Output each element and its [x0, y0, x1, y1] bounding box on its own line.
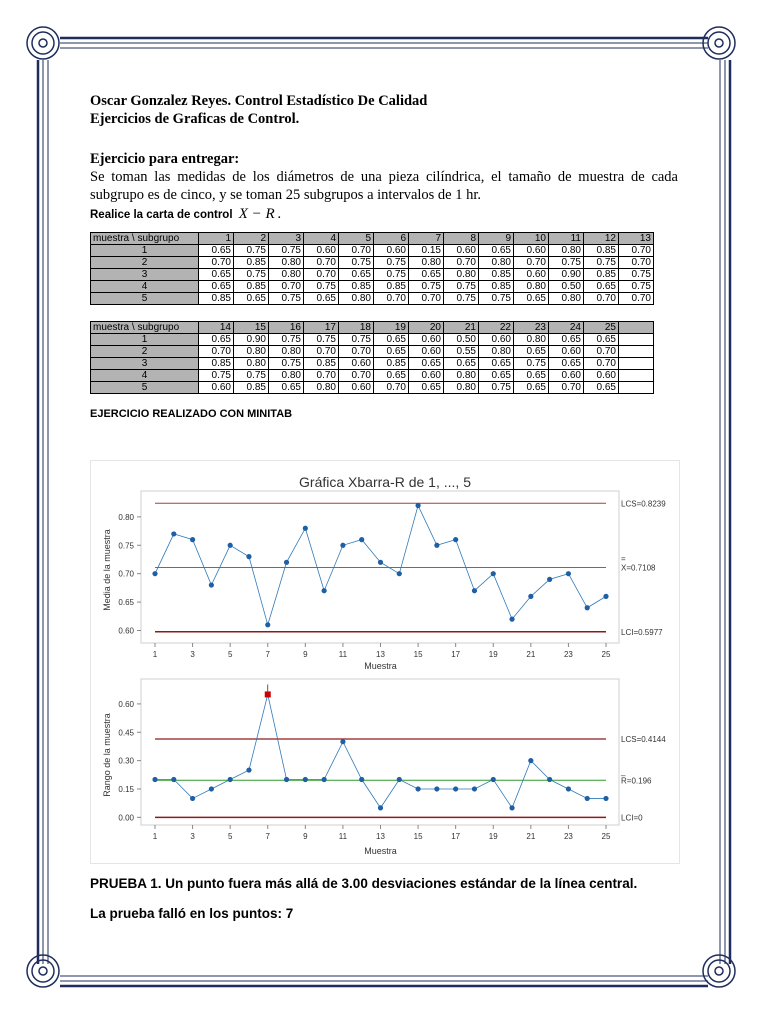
range-point	[585, 796, 590, 801]
table-col-header: 14	[199, 322, 234, 334]
range-x-axis-label: Muestra	[364, 846, 397, 856]
xbar-y-tick-label: 0.75	[118, 541, 134, 551]
table-col-header: 11	[549, 233, 584, 245]
table-cell: 0.85	[374, 281, 409, 293]
chart-title: Gráfica Xbarra-R de 1, ..., 5	[299, 474, 471, 490]
xbar-point	[378, 560, 383, 565]
table-cell: 0.60	[514, 245, 549, 257]
range-point	[228, 777, 233, 782]
table-cell: 0.60	[199, 382, 234, 394]
table-col-header: 20	[409, 322, 444, 334]
table-cell: 0.60	[304, 245, 339, 257]
doc-title-line2: Ejercicios de Graficas de Control.	[90, 111, 300, 127]
table-row	[91, 269, 654, 281]
table-cell: 0.75	[514, 358, 549, 370]
xbar-x-tick-label: 7	[265, 650, 270, 659]
table-cell: 0.70	[619, 293, 654, 305]
xbar-point	[528, 594, 533, 599]
table-cell: 0.60	[409, 346, 444, 358]
table-cell: 0.75	[444, 293, 479, 305]
range-point	[509, 805, 514, 810]
range-y-tick-label: 0.00	[118, 813, 134, 823]
table-cell: 0.85	[339, 281, 374, 293]
table-col-header: 10	[514, 233, 549, 245]
range-y-tick-label: 0.30	[118, 756, 134, 766]
table-cell: 0.70	[199, 346, 234, 358]
table-cell: 0.80	[269, 269, 304, 281]
row-label: 1	[91, 334, 199, 346]
table-cell: 0.70	[584, 358, 619, 370]
range-x-tick-label: 9	[303, 832, 308, 841]
table-cell: 0.65	[444, 358, 479, 370]
range-center-label: R=0.196	[621, 776, 652, 786]
table-cell: 0.70	[304, 257, 339, 269]
range-x-tick-label: 1	[152, 832, 158, 841]
document-body	[90, 92, 678, 420]
table-cell: 0.80	[444, 269, 479, 281]
table-cell: 0.65	[514, 382, 549, 394]
table-cell: 0.85	[584, 245, 619, 257]
range-point	[378, 805, 383, 810]
table-cell: 0.70	[619, 245, 654, 257]
row-label: 4	[91, 370, 199, 382]
table-col-header: 24	[549, 322, 584, 334]
xbar-point	[453, 537, 458, 542]
range-y-axis-label: Rango de la muestra	[102, 713, 112, 797]
table-cell: 0.65	[479, 358, 514, 370]
table-cell: 0.70	[339, 346, 374, 358]
row-label: 2	[91, 346, 199, 358]
table-cell: 0.65	[584, 334, 619, 346]
table-row	[91, 334, 654, 346]
range-point	[491, 777, 496, 782]
range-x-tick-label: 11	[338, 832, 348, 841]
table-cell: 0.75	[234, 269, 269, 281]
table-cell: 0.85	[479, 269, 514, 281]
table-cell: 0.75	[304, 334, 339, 346]
range-plot-area	[141, 679, 619, 825]
table-cell: 0.65	[514, 346, 549, 358]
data-table-2	[90, 321, 654, 394]
range-point	[547, 777, 552, 782]
row-label: 3	[91, 269, 199, 281]
xbar-x-tick-label: 15	[413, 650, 423, 659]
table-cell: 0.75	[584, 257, 619, 269]
table-cell: 0.50	[444, 334, 479, 346]
table-cell: 0.75	[339, 334, 374, 346]
range-x-tick-label: 7	[265, 832, 270, 841]
table-cell: 0.65	[584, 281, 619, 293]
row-label: 5	[91, 382, 199, 394]
table-header-row	[91, 322, 654, 334]
xbar-x-tick-label: 1	[152, 650, 158, 659]
table-cell: 0.60	[339, 358, 374, 370]
table-cell: 0.65	[269, 382, 304, 394]
table-cell: 0.60	[409, 334, 444, 346]
table-cell: 0.60	[339, 382, 374, 394]
table-cell: 0.75	[234, 370, 269, 382]
table-cell: 0.75	[304, 281, 339, 293]
table-cell: 0.80	[514, 334, 549, 346]
xbar-x-tick-label: 3	[190, 650, 195, 659]
table-cell: 0.85	[234, 382, 269, 394]
table-cell: 0.70	[374, 293, 409, 305]
xbar-point	[509, 617, 514, 622]
table-cell: 0.80	[339, 293, 374, 305]
range-y-tick-label: 0.15	[118, 784, 134, 794]
table-cell: 0.60	[514, 269, 549, 281]
table-header-row	[91, 233, 654, 245]
table-cell: 0.60	[479, 334, 514, 346]
table-cell: 0.85	[199, 358, 234, 370]
table-cell: 0.70	[514, 257, 549, 269]
table-row	[91, 245, 654, 257]
table-cell: 0.75	[374, 269, 409, 281]
table-cell: 0.80	[269, 346, 304, 358]
table-cell: 0.65	[514, 370, 549, 382]
table-cell: 0.60	[374, 245, 409, 257]
xbar-plot-area	[141, 491, 619, 643]
xbar-r-chart-panel	[90, 460, 680, 864]
xbar-point	[397, 571, 402, 576]
table-cell: 0.75	[269, 358, 304, 370]
instruction-text: Realice la carta de control	[90, 209, 233, 221]
table-cell: 0.60	[444, 245, 479, 257]
table-cell: 0.80	[304, 382, 339, 394]
table-cell: 0.70	[584, 346, 619, 358]
section-title: EJERCICIO REALIZADO CON MINITAB	[90, 408, 293, 420]
xbar-point	[415, 503, 420, 508]
table-cell: 0.75	[479, 382, 514, 394]
table-cell: 0.80	[479, 257, 514, 269]
table-col-header: 9	[479, 233, 514, 245]
range-x-tick-label: 19	[488, 832, 498, 841]
range-point	[171, 777, 176, 782]
table-cell: 0.65	[339, 269, 374, 281]
table-col-header: 1	[199, 233, 234, 245]
table-cell: 0.65	[479, 245, 514, 257]
table-cell	[619, 334, 654, 346]
table-cell: 0.75	[374, 257, 409, 269]
table-cell: 0.60	[409, 370, 444, 382]
table-col-header: 7	[409, 233, 444, 245]
xbar-x-tick-label: 9	[303, 650, 308, 659]
table-cell: 0.80	[444, 382, 479, 394]
table-cell: 0.75	[549, 257, 584, 269]
exercise-heading: Ejercicio para entregar:	[90, 151, 240, 167]
table-cell: 0.65	[199, 245, 234, 257]
xbar-x-tick-label: 21	[526, 650, 536, 659]
xbar-y-tick-label: 0.70	[118, 569, 134, 579]
table-cell: 0.60	[549, 346, 584, 358]
xbar-lcl-label: LCI=0.5977	[621, 627, 663, 637]
table-cell: 0.85	[584, 269, 619, 281]
table-cell: 0.65	[234, 293, 269, 305]
xbar-x-tick-label: 11	[338, 650, 348, 659]
table-col-header: 21	[444, 322, 479, 334]
table-cell: 0.85	[234, 257, 269, 269]
table-col-header: 25	[584, 322, 619, 334]
row-label: 4	[91, 281, 199, 293]
table-cell: 0.70	[199, 257, 234, 269]
table-cell: 0.80	[234, 346, 269, 358]
table-cell: 0.75	[479, 293, 514, 305]
range-x-tick-label: 15	[413, 832, 423, 841]
row-label: 1	[91, 245, 199, 257]
table-cell: 0.65	[199, 269, 234, 281]
table-cell: 0.65	[199, 281, 234, 293]
table-cell: 0.70	[409, 293, 444, 305]
xbar-x-tick-label: 25	[601, 650, 611, 659]
table-row	[91, 370, 654, 382]
table-cell: 0.65	[549, 358, 584, 370]
xbar-x-tick-label: 23	[563, 650, 573, 659]
xbar-point	[190, 537, 195, 542]
table-col-header: 18	[339, 322, 374, 334]
xbar-point	[566, 571, 571, 576]
table-cell: 0.65	[514, 293, 549, 305]
xbar-point	[491, 571, 496, 576]
table-cell	[619, 358, 654, 370]
range-point	[434, 786, 439, 791]
xbar-point	[303, 526, 308, 531]
row-label: 5	[91, 293, 199, 305]
table-cell: 0.80	[549, 293, 584, 305]
range-ucl-label: LCS=0.4144	[621, 734, 666, 744]
table-cell: 0.65	[584, 382, 619, 394]
table-cell	[619, 382, 654, 394]
table-cell: 0.85	[199, 293, 234, 305]
table-col-header: 12	[584, 233, 619, 245]
xbar-point	[284, 560, 289, 565]
range-lcl-label: LCI=0	[621, 813, 643, 823]
table-cell: 0.80	[409, 257, 444, 269]
table-cell: 0.60	[584, 370, 619, 382]
xbar-x-tick-label: 13	[376, 650, 385, 659]
table-cell: 0.65	[304, 293, 339, 305]
table-cell: 0.75	[444, 281, 479, 293]
doc-title-line1: Oscar Gonzalez Reyes. Control Estadístico De Calidad	[90, 93, 428, 109]
table-col-header: 17	[304, 322, 339, 334]
range-y-tick-label: 0.60	[118, 699, 134, 709]
xbar-point	[472, 588, 477, 593]
range-point	[284, 777, 289, 782]
table-cell: 0.70	[304, 269, 339, 281]
range-point	[246, 767, 251, 772]
xbar-point	[340, 543, 345, 548]
instruction-period: .	[277, 206, 282, 222]
table-row	[91, 358, 654, 370]
table-row	[91, 346, 654, 358]
range-point	[453, 786, 458, 791]
xbar-x-axis-label: Muestra	[364, 661, 397, 671]
table-cell: 0.70	[339, 245, 374, 257]
range-point	[303, 777, 308, 782]
table-cell: 0.85	[234, 281, 269, 293]
xbar-point	[209, 582, 214, 587]
test-result-line: PRUEBA 1. Un punto fuera más allá de 3.00 desviaciones estándar de la línea central.	[90, 876, 638, 891]
xbar-center-symbol: =	[621, 554, 626, 564]
range-point	[359, 777, 364, 782]
xbar-point	[547, 577, 552, 582]
table-cell: 0.70	[304, 346, 339, 358]
table-col-header: 6	[374, 233, 409, 245]
table-cell: 0.75	[269, 293, 304, 305]
range-series-line	[155, 694, 606, 807]
table-cell: 0.65	[374, 346, 409, 358]
table-col-header: 3	[269, 233, 304, 245]
table-cell	[619, 370, 654, 382]
table-cell: 0.65	[479, 370, 514, 382]
table-cell: 0.80	[234, 358, 269, 370]
xbar-point	[228, 543, 233, 548]
range-point	[322, 777, 327, 782]
range-x-tick-label: 17	[451, 832, 461, 841]
table-cell: 0.75	[409, 281, 444, 293]
table-col-header: 15	[234, 322, 269, 334]
table-header-label: muestra \ subgrupo	[91, 233, 199, 245]
table-cell: 0.75	[199, 370, 234, 382]
table-row	[91, 257, 654, 269]
range-x-tick-label: 13	[376, 832, 385, 841]
table-col-header: 23	[514, 322, 549, 334]
xbar-x-tick-label: 19	[488, 650, 498, 659]
table-row	[91, 382, 654, 394]
xbar-y-tick-label: 0.80	[118, 512, 134, 522]
range-point	[528, 758, 533, 763]
row-label: 2	[91, 257, 199, 269]
table-cell: 0.55	[444, 346, 479, 358]
table-cell: 0.70	[619, 257, 654, 269]
xbar-point	[265, 622, 270, 627]
table-cell: 0.80	[444, 370, 479, 382]
table-cell: 0.80	[479, 346, 514, 358]
range-y-tick-label: 0.45	[118, 728, 134, 738]
test-failed-points: La prueba falló en los puntos: 7	[90, 906, 294, 921]
xbar-point	[359, 537, 364, 542]
table-cell: 0.70	[269, 281, 304, 293]
range-point	[566, 786, 571, 791]
xbar-point	[152, 571, 157, 576]
table-row	[91, 281, 654, 293]
table-cell: 0.75	[339, 257, 374, 269]
xbar-point	[434, 543, 439, 548]
table-cell: 0.65	[409, 358, 444, 370]
table-cell: 0.80	[269, 257, 304, 269]
range-point	[190, 796, 195, 801]
table-cell: 0.85	[374, 358, 409, 370]
xbar-y-tick-label: 0.65	[118, 598, 134, 608]
table-col-header: 19	[374, 322, 409, 334]
range-point	[152, 777, 157, 782]
table-cell: 0.70	[584, 293, 619, 305]
table-col-header: 5	[339, 233, 374, 245]
table-cell: 0.75	[269, 245, 304, 257]
table-cell: 0.70	[374, 382, 409, 394]
xbar-x-tick-label: 17	[451, 650, 461, 659]
table-cell: 0.80	[549, 245, 584, 257]
table-cell: 0.65	[409, 382, 444, 394]
xbar-point	[603, 594, 608, 599]
table-col-header: 22	[479, 322, 514, 334]
row-label: 3	[91, 358, 199, 370]
table-col-header: 8	[444, 233, 479, 245]
data-table-1	[90, 232, 654, 305]
table-cell: 0.65	[199, 334, 234, 346]
table-cell	[619, 346, 654, 358]
exercise-paragraph: Se toman las medidas de los diámetros de una pieza cilíndrica, el tamaño de muestra de cada subgrupo es de cinco, y se toman 25 subgrupos a intervalos de 1 hr.	[90, 169, 678, 203]
range-point	[209, 786, 214, 791]
xbar-y-tick-label: 0.60	[118, 626, 134, 636]
table-col-header: 13	[619, 233, 654, 245]
table-cell: 0.80	[269, 370, 304, 382]
table-cell: 0.90	[549, 269, 584, 281]
table-cell: 0.60	[549, 370, 584, 382]
instruction-formula: X − R	[238, 206, 275, 222]
range-center-symbol: _	[621, 767, 626, 777]
range-x-tick-label: 3	[190, 832, 195, 841]
table-cell: 0.90	[234, 334, 269, 346]
xbar-ucl-label: LCS=0.8239	[621, 499, 666, 509]
table-cell: 0.75	[269, 334, 304, 346]
table-cell: 0.85	[304, 358, 339, 370]
xbar-series-line	[155, 506, 606, 625]
xbar-r-chart	[91, 461, 679, 863]
table-header-label: muestra \ subgrupo	[91, 322, 199, 334]
table-col-header: 4	[304, 233, 339, 245]
xbar-point	[171, 531, 176, 536]
range-x-tick-label: 5	[227, 832, 233, 841]
table-col-header: 2	[234, 233, 269, 245]
table-col-header: 16	[269, 322, 304, 334]
table-cell: 0.50	[549, 281, 584, 293]
xbar-center-label: X=0.7108	[621, 563, 656, 573]
table-cell: 0.70	[339, 370, 374, 382]
table-cell: 0.75	[234, 245, 269, 257]
xbar-point	[322, 588, 327, 593]
table-cell: 0.70	[444, 257, 479, 269]
xbar-point	[585, 605, 590, 610]
table-cell: 0.70	[304, 370, 339, 382]
table-cell: 0.85	[479, 281, 514, 293]
instruction-line	[90, 206, 678, 226]
xbar-y-axis-label: Media de la muestra	[102, 529, 112, 611]
xbar-x-tick-label: 5	[227, 650, 233, 659]
table-cell: 0.65	[549, 334, 584, 346]
range-point	[415, 786, 420, 791]
table-row	[91, 293, 654, 305]
table-cell: 0.75	[619, 281, 654, 293]
range-point	[397, 777, 402, 782]
table-cell: 0.70	[549, 382, 584, 394]
table-col-header	[619, 322, 654, 334]
range-x-tick-label: 21	[526, 832, 536, 841]
table-cell: 0.65	[409, 269, 444, 281]
table-cell: 0.65	[374, 370, 409, 382]
xbar-point	[246, 554, 251, 559]
range-point	[340, 739, 345, 744]
range-x-tick-label: 23	[563, 832, 573, 841]
range-out-point	[265, 691, 271, 697]
table-cell: 0.75	[619, 269, 654, 281]
table-cell: 0.80	[514, 281, 549, 293]
range-x-tick-label: 25	[601, 832, 611, 841]
range-point	[472, 786, 477, 791]
range-point	[603, 796, 608, 801]
table-cell: 0.15	[409, 245, 444, 257]
table-cell: 0.65	[374, 334, 409, 346]
